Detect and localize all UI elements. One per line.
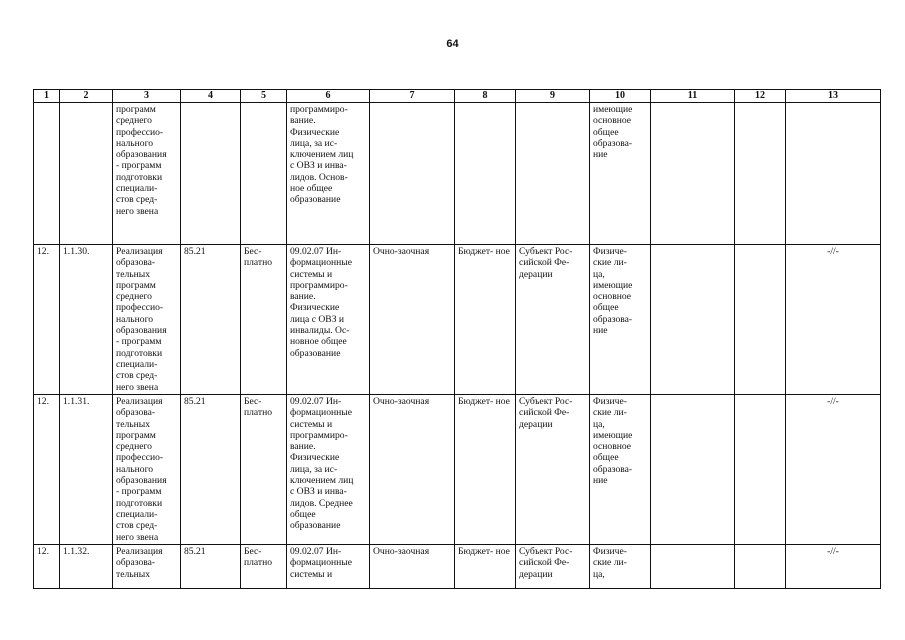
cell-okved: 85.21 [181,545,241,589]
table-row-continuation [34,103,881,245]
cell-col13 [786,103,881,245]
column-header: 5 [241,90,287,103]
cell-col12 [735,103,786,245]
cell-form: Очно-заочная [370,395,455,545]
cell-okved: 85.21 [181,245,241,395]
cell-service-name: Реализация образова- тельных программ среднего профессио- нального образования - программ подготовки специали- стов сред- него звена [113,395,181,545]
cell-row-number: 12. [34,245,60,395]
column-header: 8 [455,90,516,103]
table-row [34,545,881,589]
table-row [34,395,881,545]
cell-budget-type: Бюджет- ное [455,545,516,589]
cell-payment: Бес- платно [241,395,287,545]
cell-service-name: Реализация образова- тельных программ среднего профессио- нального образования - программ подготовки специали- стов сред- него звена [113,245,181,395]
services-table [33,89,881,589]
column-header: 4 [181,90,241,103]
cell-service-name: программ среднего профессио- нального образования - программ подготовки специали- стов сред- него звена [113,103,181,245]
cell-form [370,103,455,245]
cell-payment [241,103,287,245]
column-header: 6 [287,90,370,103]
cell-program: программиро- вание. Физические лица, за ис- ключением лиц с ОВЗ и инва- лидов. Основ- ное общее образование [287,103,370,245]
cell-row-number: 12. [34,395,60,545]
cell-code: 1.1.32. [60,545,113,589]
cell-row-number: 12. [34,545,60,589]
cell-authority: Субъект Рос- сийской Фе- дерации [516,545,590,589]
column-header: 11 [651,90,735,103]
column-header: 9 [516,90,590,103]
cell-col11 [651,545,735,589]
cell-program: 09.02.07 Ин- формационные системы и программиро- вание. Физические лица с ОВЗ и инвалиды. Ос- новное общее образование [287,245,370,395]
cell-row-number [34,103,60,245]
cell-col13: -//- [786,245,881,395]
cell-okved: 85.21 [181,395,241,545]
cell-service-name: Реализация образова- тельных [113,545,181,589]
cell-col12 [735,545,786,589]
cell-code: 1.1.31. [60,395,113,545]
cell-col11 [651,245,735,395]
cell-code [60,103,113,245]
column-header: 13 [786,90,881,103]
cell-col13: -//- [786,545,881,589]
cell-recipients: Физиче- ские ли- ца, имеющие основное общее образова- ние [590,245,651,395]
cell-code: 1.1.30. [60,245,113,395]
cell-recipients: Физиче- ские ли- ца, имеющие основное общее образова- ние [590,395,651,545]
page-number: 64 [446,38,459,50]
table-row [34,245,881,395]
cell-budget-type [455,103,516,245]
column-header: 12 [735,90,786,103]
cell-form: Очно-заочная [370,245,455,395]
column-header: 1 [34,90,60,103]
cell-okved [181,103,241,245]
column-header: 2 [60,90,113,103]
cell-authority [516,103,590,245]
cell-program: 09.02.07 Ин- формационные системы и [287,545,370,589]
cell-col13: -//- [786,395,881,545]
cell-program: 09.02.07 Ин- формационные системы и программиро- вание. Физические лица, за ис- ключением лиц с ОВЗ и инва- лидов. Среднее общее образование [287,395,370,545]
cell-col11 [651,103,735,245]
column-header: 7 [370,90,455,103]
cell-budget-type: Бюджет- ное [455,395,516,545]
column-header: 3 [113,90,181,103]
header-row [34,90,881,103]
cell-col12 [735,245,786,395]
column-header: 10 [590,90,651,103]
cell-budget-type: Бюджет- ное [455,245,516,395]
cell-col11 [651,395,735,545]
cell-authority: Субъект Рос- сийской Фе- дерации [516,245,590,395]
cell-authority: Субъект Рос- сийской Фе- дерации [516,395,590,545]
cell-recipients: Физиче- ские ли- ца, [590,545,651,589]
cell-form: Очно-заочная [370,545,455,589]
cell-payment: Бес- платно [241,245,287,395]
cell-col12 [735,395,786,545]
cell-payment: Бес- платно [241,545,287,589]
cell-recipients: имеющие основное общее образова- ние [590,103,651,245]
